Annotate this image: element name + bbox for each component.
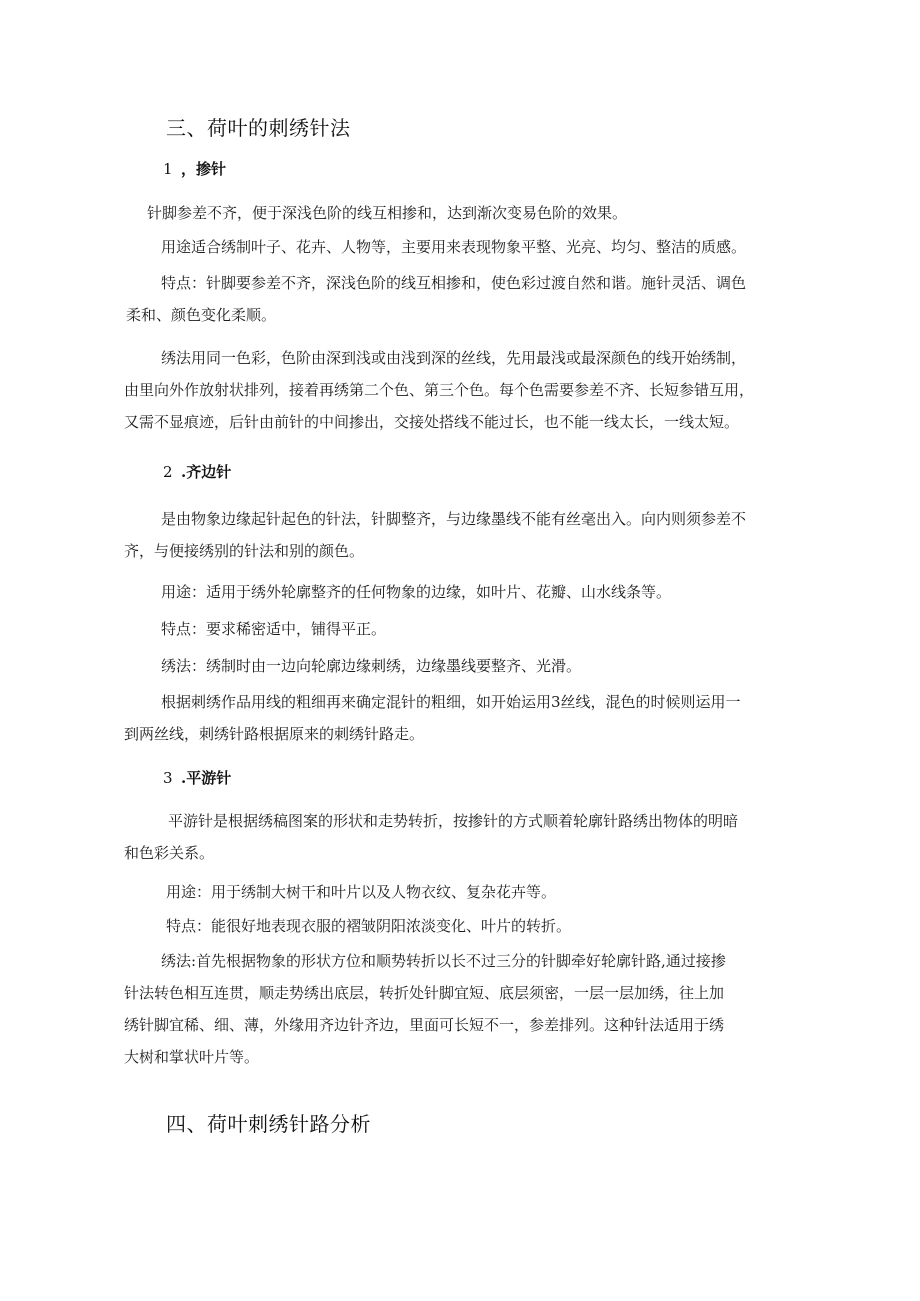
paragraph-line: 特点：要求稀密适中，铺得平正。 [161,620,387,638]
subsection-1-method [124,342,754,438]
subsection-3-use [166,876,556,908]
paragraph-line: 到两丝线，刺绣针路根据原来的刺绣针路走。 [124,725,425,743]
paragraph-line: 绣法:首先根据物象的形状方位和顺势转折以长不过三分的针脚牵好轮廓针路,通过接掺 [161,952,726,970]
subsection-1-number: 1 [163,160,173,178]
paragraph-line: 和色彩关系。 [124,844,215,862]
paragraph-line: 用途：适用于绣外轮廓整齐的任何物象的边缘，如叶片、花瓣、山水线条等。 [161,583,672,601]
subsection-3-title: .平游针 [181,769,232,787]
paragraph-line: 由里向外作放射状排列，接着再绣第二个色、第三个色。每个色需要参差不齐、长短参错互用， [124,381,755,399]
subsection-2-heading [163,461,231,482]
subsection-2-use [161,576,671,608]
subsection-1-title: ，掺针 [181,160,227,178]
paragraph-line: 绣法用同一色彩，色阶由深到浅或由浅到深的丝线，先用最浅或最深颜色的线开始绣制， [161,349,747,367]
paragraph-line: 用途适合绣制叶子、花卉、人物等，主要用来表现物象平整、光亮、均匀、整洁的质感。 [161,238,747,256]
paragraph-line: 齐，与便接绣别的针法和别的颜色。 [124,542,365,560]
subsection-1-use [161,231,746,263]
subsection-2-number: 2 [163,463,173,481]
paragraph-line: 针法转色相互连贯，顺走势绣出底层，转折处针脚宜短、底层须密，一层一层加绣，往上加 [124,984,725,1002]
subsection-3-heading [163,767,231,788]
paragraph-line: 大树和掌状叶片等。 [124,1048,260,1066]
paragraph-line: 用途：用于绣制大树干和叶片以及人物衣纹、复杂花卉等。 [166,883,557,901]
subsection-1-intro [147,197,627,229]
paragraph-line: 根据刺绣作品用线的粗细再来确定混针的粗细，如开始运用3丝线，混色的时候则运用一 [161,693,741,711]
subsection-1-heading [163,158,226,179]
section-4-heading: 四、荷叶刺绣针路分析 [166,1112,371,1136]
subsection-3-intro [124,805,738,869]
subsection-2-feature [161,613,386,645]
paragraph-line: 柔和、颜色变化柔顺。 [126,306,277,324]
subsection-2-method [161,650,581,682]
paragraph-line: 特点：针脚要参差不齐，深浅色阶的线互相掺和，使色彩过渡自然和谐。施针灵活、调色 [161,274,747,292]
paragraph-line: 绣针脚宜稀、细、薄，外缘用齐边针齐边，里面可长短不一，参差排列。这种针法适用于绣 [124,1016,725,1034]
subsection-2-intro [124,503,746,567]
subsection-3-method [124,945,726,1073]
paragraph-line: 绣法：绣制时由一边向轮廓边缘刺绣，边缘墨线要整齐、光滑。 [161,657,582,675]
subsection-3-feature [166,910,571,942]
subsection-1-feature [126,267,746,331]
paragraph-line: 针脚参差不齐，便于深浅色阶的线互相掺和，达到渐次变易色阶的效果。 [147,204,628,222]
section-3-heading: 三、荷叶的刺绣针法 [166,116,351,140]
subsection-2-note [124,686,741,750]
paragraph-line: 是由物象边缘起针起色的针法，针脚整齐，与边缘墨线不能有丝毫出入。向内则须参差不 [161,510,747,528]
paragraph-line: 特点：能很好地表现衣服的褶皱阴阳浓淡变化、叶片的转折。 [166,917,572,935]
paragraph-line: 平游针是根据绣稿图案的形状和走势转折，按掺针的方式顺着轮廓针路绣出物体的明暗 [168,812,739,830]
subsection-3-number: 3 [163,769,173,787]
paragraph-line: 又需不显痕迹，后针由前针的中间掺出，交接处搭线不能过长，也不能一线太长，一线太短。 [124,413,740,431]
subsection-2-title: .齐边针 [181,463,232,481]
